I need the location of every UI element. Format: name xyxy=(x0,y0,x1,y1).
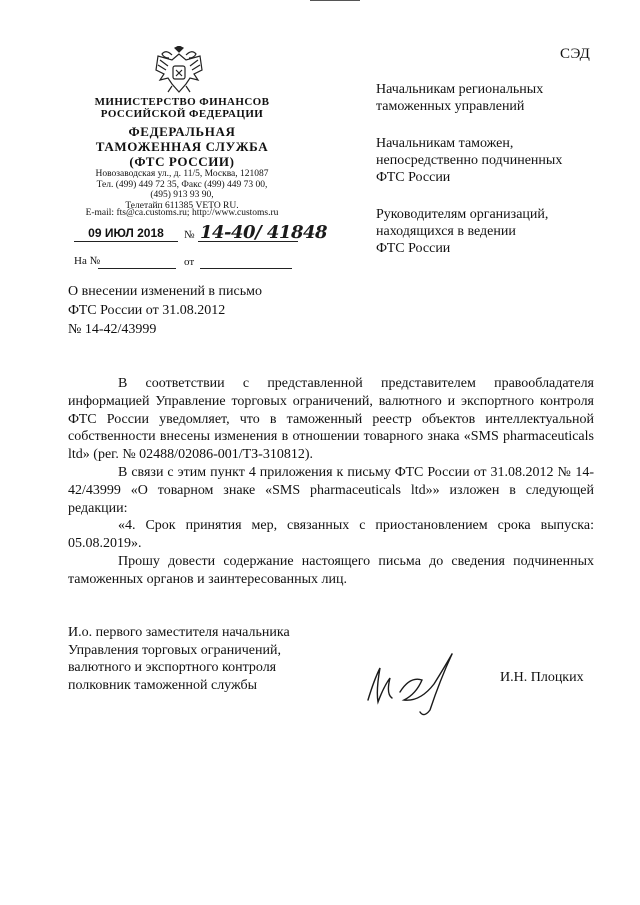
handwritten-signature xyxy=(360,640,470,720)
registration-number: 14-40/ 41848 xyxy=(200,222,328,243)
date-underline xyxy=(74,241,178,242)
body-paragraph: В связи с этим пункт 4 приложения к письму ФТС России от 31.08.2012 № 14-42/43999 «О товарном знаке «SMS pharmaceuticals ltd»» изложен в следующей редакции: xyxy=(68,464,594,516)
registration-date-stamp: 09 ИЮЛ 2018 xyxy=(88,226,164,240)
in-reply-line xyxy=(98,268,176,269)
signatory-position: И.о. первого заместителя начальника Управления торговых ограничений, валютного и экспортного контроля полковник таможенной службы xyxy=(68,625,290,693)
addressee-block xyxy=(376,81,616,277)
service-name: ФЕДЕРАЛЬНАЯ ТАМОЖЕННАЯ СЛУЖБА (ФТС РОССИИ) xyxy=(95,124,269,169)
in-reply-label: На № xyxy=(74,255,101,267)
number-underline xyxy=(198,241,298,242)
letter-body xyxy=(68,375,594,589)
body-paragraph: «4. Срок принятия мер, связанных с приостановлением срока выпуска: 05.08.2019». xyxy=(68,518,594,552)
addressee-customs: Начальникам таможен, непосредственно подчиненных ФТС России xyxy=(376,136,563,185)
addressee-regional: Начальникам региональных таможенных управлений xyxy=(376,82,544,114)
body-paragraph: Прошу довести содержание настоящего письма до сведения подчиненных таможенных органов и заинтересованных лиц. xyxy=(68,553,594,587)
from-line xyxy=(200,268,292,269)
sender-email-web: E-mail: fts@ca.customs.ru; http://www.customs.ru xyxy=(85,208,279,218)
body-paragraph: В соответствии с представленной представителем правообладателя информацией Управление торговых ограничений, валютного и экспортного контроля ФТС России уведомляет, что в таможенный реестр объектов интеллектуальной собственности внесены изменения в отношении товарного знака «SMS pharmaceuticals ltd» (рег. № 02488/02086-001/ТЗ-310812). xyxy=(68,376,594,463)
top-edge-mark xyxy=(310,0,360,1)
ministry-name: МИНИСТЕРСТВО ФИНАНСОВ РОССИЙСКОЙ ФЕДЕРАЦИИ xyxy=(94,96,270,120)
signer-name: И.Н. Плоцких xyxy=(500,670,584,685)
letter-subject: О внесении изменений в письмо ФТС России от 31.08.2012 № 14-42/43999 xyxy=(68,284,262,337)
sed-label: СЭД xyxy=(560,46,591,62)
sender-address: Новозаводская ул., д. 11/5, Москва, 121087 Тел. (499) 449 72 35, Факс (499) 449 73 00, (495) 913 93 90, Телетайп 611385 VETO RU. xyxy=(95,169,269,211)
from-label: от xyxy=(184,256,195,268)
number-label: № xyxy=(184,229,195,241)
coat-of-arms-icon xyxy=(152,46,206,96)
addressee-organizations: Руководителям организаций, находящихся в ведении ФТС России xyxy=(376,207,549,256)
